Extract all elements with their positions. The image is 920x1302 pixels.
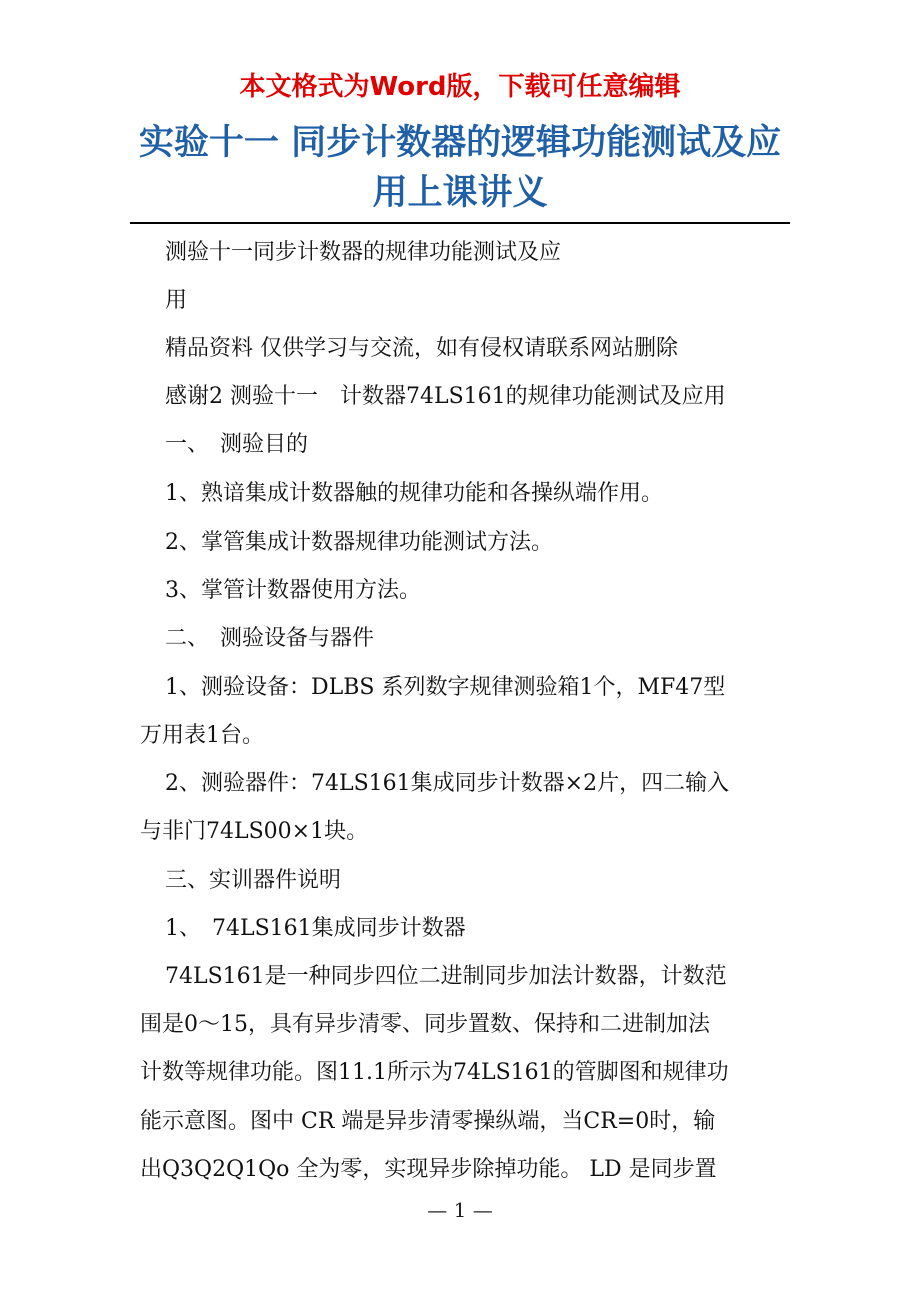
- body-line: 用: [165, 288, 188, 313]
- body-line: 1、 74LS161集成同步计数器: [165, 916, 466, 941]
- body-line: 感谢2 测验十一 计数器74LS161的规律功能测试及应用: [165, 384, 726, 409]
- body-line: 出Q3Q2Q1Qo 全为零，实现异步除掉功能。 LD 是同步置: [140, 1157, 717, 1182]
- title-divider: [130, 222, 790, 224]
- body-line: 围是0～15，具有异步清零、同步置数、保持和二进制加法: [140, 1012, 710, 1037]
- page-number: — 1 —: [427, 1198, 493, 1222]
- body-line: 与非门74LS00×1块。: [140, 819, 369, 844]
- body-line: 1、测验设备：DLBS 系列数字规律测验箱1个，MF47型: [165, 675, 726, 700]
- body-line: 3、掌管计数器使用方法。: [165, 578, 421, 603]
- section-heading: 三、实训器件说明: [165, 868, 342, 893]
- document-title: 实验十一 同步计数器的逻辑功能测试及应用上课讲义: [138, 123, 782, 213]
- format-banner: 本文格式为Word版，下载可任意编辑: [239, 72, 681, 102]
- body-line: 测验十一同步计数器的规律功能测试及应: [165, 240, 562, 265]
- section-heading: 一、 测验目的: [165, 432, 309, 457]
- body-line: 74LS161是一种同步四位二进制同步加法计数器，计数范: [165, 964, 727, 989]
- body-line: 万用表1台。: [140, 723, 264, 748]
- body-line: 2、测验器件：74LS161集成同步计数器×2片，四二输入: [165, 771, 730, 796]
- body-line: 2、掌管集成计数器规律功能测试方法。: [165, 530, 553, 555]
- section-heading: 二、 测验设备与器件: [165, 626, 375, 651]
- body-line: 能示意图。图中 CR 端是异步清零操纵端，当CR=0时，输: [140, 1109, 716, 1134]
- body-line: 精品资料 仅供学习与交流，如有侵权请联系网站删除: [165, 336, 678, 361]
- body-line: 计数等规律功能。图11.1所示为74LS161的管脚图和规律功: [140, 1060, 729, 1085]
- body-line: 1、熟谙集成计数器触的规律功能和各操纵端作用。: [165, 481, 663, 506]
